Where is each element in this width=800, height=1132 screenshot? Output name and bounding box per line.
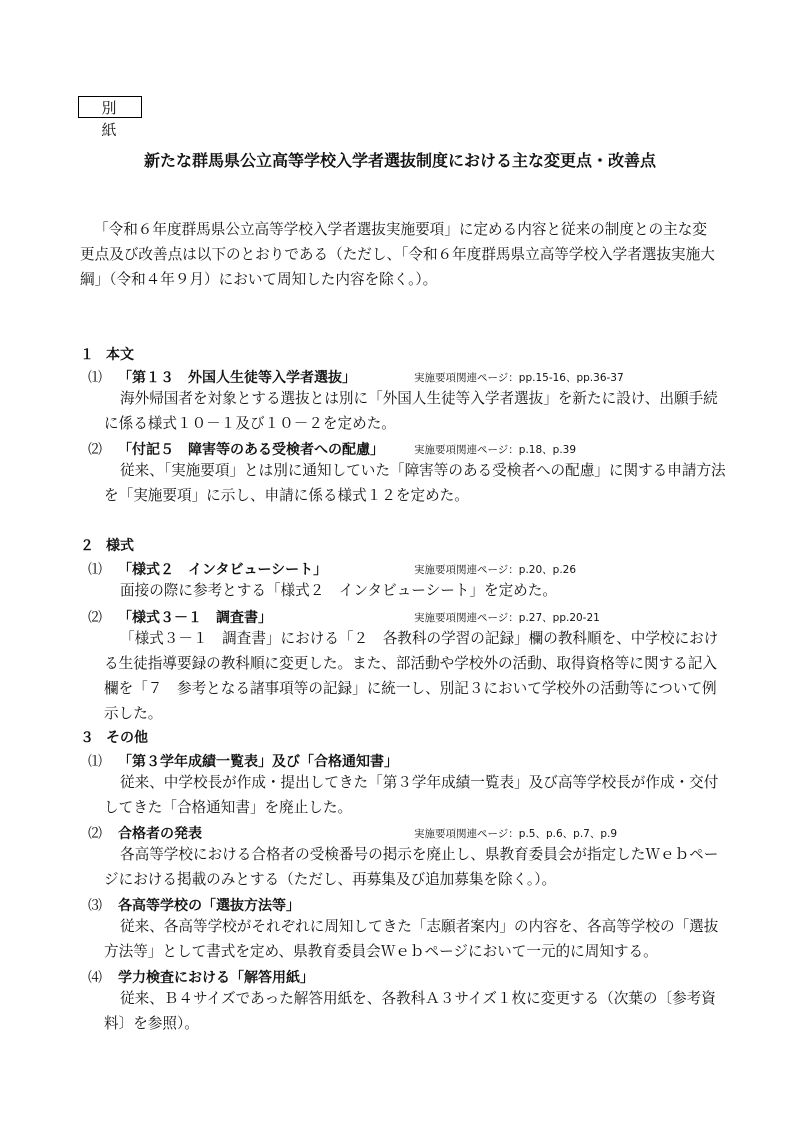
item-title: 「様式３－１ 調査書」 (118, 610, 272, 626)
item-number: ⑵ (88, 442, 102, 458)
item-heading-3-2 (88, 823, 728, 843)
item-page-reference: 実施要項関連ページ：p.27、pp.20-21 (414, 612, 600, 624)
item-number: ⑵ (88, 610, 102, 626)
item-body-1-1: 海外帰国者を対象とする選抜とは別に「外国人生徒等入学者選抜」を新たに設け、出願手続に係る様式１０－１及び１０－２を定めた。 (104, 390, 718, 432)
section-number: １ (80, 347, 94, 363)
item-body-2-2: 「様式３－１ 調査書」における「２ 各教科の学習の記録」欄の教科順を、中学校における生徒指導要録の教科順に変更した。また、部活動や学校外の活動、取得資格等に関する記入欄を「７ 参考となる諸事項等の記録」に統一し、別記３において学校外の活動等について例示した。 (104, 630, 719, 722)
attachment-label: 別 紙 (78, 96, 142, 118)
item-heading-3-1 (88, 751, 728, 771)
item-body-3-4: 従来、Ｂ４サイズであった解答用紙を、各教科Ａ３サイズ１枚に変更する（次葉の〔参考資料〕を参照）。 (104, 990, 716, 1032)
item-title: 「付記５ 障害等のある受検者への配慮」 (118, 442, 384, 458)
item-number: ⑴ (88, 370, 102, 386)
item-page-reference: 実施要項関連ページ：p.5、p.6、p.7、p.9 (414, 828, 618, 840)
item-title: 「第３学年成績一覧表」及び「合格通知書」 (118, 754, 398, 770)
section-title: 本文 (106, 347, 134, 363)
item-title: 「様式２ インタビューシート」 (118, 562, 328, 578)
item-number: ⑴ (88, 562, 102, 578)
section-title: その他 (106, 730, 148, 746)
item-title: 学力検査における「解答用紙」 (118, 970, 314, 986)
item-heading-1-1 (88, 367, 728, 387)
item-number: ⑴ (88, 754, 102, 770)
item-body-1-2: 従来、「実施要項」とは別に通知していた「障害等のある受検者への配慮」に関する申請方法を「実施要項」に示し、申請に係る様式１２を定めた。 (104, 462, 726, 504)
item-number: ⑵ (88, 826, 102, 842)
item-heading-2-2 (88, 607, 728, 627)
item-heading-1-2 (88, 439, 728, 459)
item-heading-3-4 (88, 967, 728, 987)
item-page-reference: 実施要項関連ページ：p.20、p.26 (414, 564, 577, 576)
item-heading-2-1 (88, 559, 728, 579)
item-body-3-3: 従来、各高等学校がそれぞれに周知してきた「志願者案内」の内容を、各高等学校の「選抜方法等」として書式を定め、県教育委員会Ｗｅｂページにおいて一元的に周知する。 (104, 918, 719, 960)
section-heading-1 (80, 344, 134, 364)
section-number: ３ (80, 730, 94, 746)
item-page-reference: 実施要項関連ページ：p.18、p.39 (414, 444, 577, 456)
item-number: ⑷ (88, 970, 102, 986)
item-body-3-1: 従来、中学校長が作成・提出してきた「第３学年成績一覧表」及び高等学校長が作成・交付してきた「合格通知書」を廃止した。 (104, 774, 719, 816)
section-title: 様式 (106, 538, 134, 554)
item-heading-3-3 (88, 895, 728, 915)
item-title: 合格者の発表 (118, 826, 202, 842)
section-heading-3 (80, 727, 148, 747)
item-title: 各高等学校の「選抜方法等」 (118, 898, 300, 914)
item-page-reference: 実施要項関連ページ：pp.15-16、pp.36-37 (414, 372, 624, 384)
item-number: ⑶ (88, 898, 102, 914)
item-body-3-2: 各高等学校における合格者の受検番号の掲示を廃止し、県教育委員会が指定したＷｅｂページにおける掲載のみとする（ただし、再募集及び追加募集を除く。）。 (104, 846, 719, 888)
item-title: 「第１３ 外国人生徒等入学者選抜」 (118, 370, 356, 386)
item-body-2-1: 面接の際に参考とする「様式２ インタビューシート」を定めた。 (120, 582, 557, 599)
section-number: ２ (80, 538, 94, 554)
intro-paragraph: 「令和６年度群馬県公立高等学校入学者選抜実施要項」に定める内容と従来の制度との主な変更点及び改善点は以下のとおりである（ただし、「令和６年度群馬県立高等学校入学者選抜実施大綱」（令和４年９月）において周知した内容を除く。）。 (80, 221, 715, 288)
page-title: 新たな群馬県公立高等学校入学者選抜制度における主な変更点・改善点 (143, 151, 656, 170)
section-heading-2 (80, 535, 134, 555)
